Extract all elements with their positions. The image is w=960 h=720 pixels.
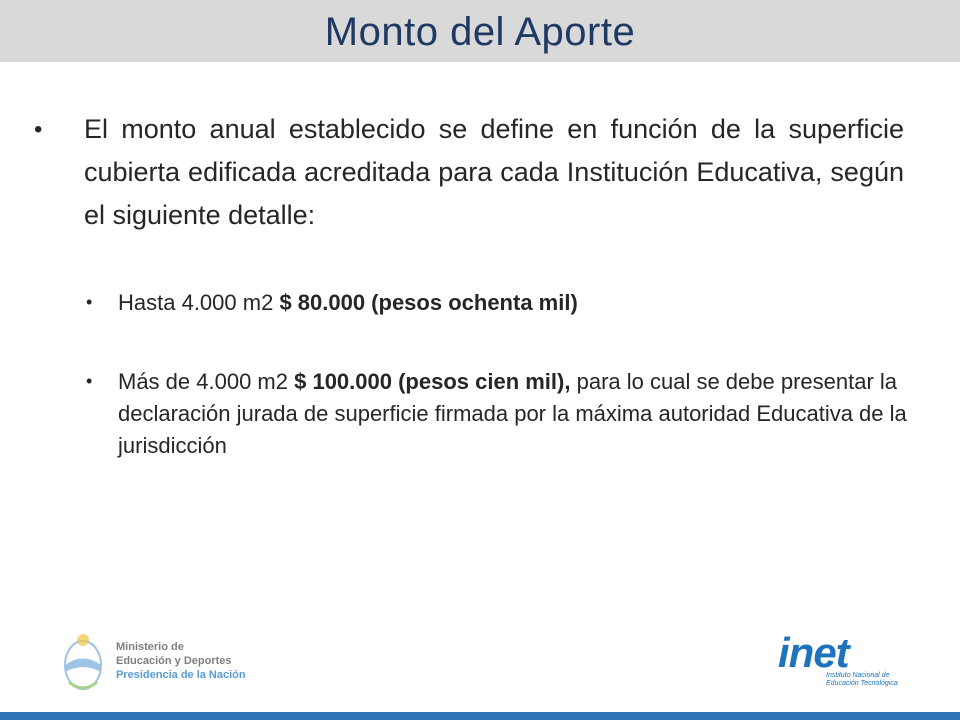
bullet-marker: • [86,292,93,312]
ministry-line-2: Educación y Deportes [116,655,232,667]
bullet-marker: • [86,371,93,391]
sub-bullet-text [118,287,936,319]
argentina-shield-icon [60,632,106,694]
main-bullet-text: El monto anual establecido se define en función de la superficie cubierta edificada acreditada para cada Institución Educativa, según el siguiente detalle: [84,114,904,230]
sub-bullet-amount: $ 100.000 (pesos cien mil), [294,369,571,394]
inet-subtitle-line-2: Educación Tecnológica [826,680,898,687]
bottom-accent-bar [0,712,960,720]
sub-bullet-prefix: Más de 4.000 m2 [118,369,295,394]
ministry-line-3: Presidencia de la Nación [116,669,246,681]
sub-bullet-text [118,366,936,462]
sub-bullet-amount: $ 80.000 (pesos ochenta mil) [279,290,578,315]
ministry-line-1: Ministerio de [116,641,184,653]
inet-logo [778,630,908,694]
ministry-text [116,640,316,682]
inet-wordmark: inet [778,629,849,676]
sub-bullet-suffix: para lo cual se debe presentar la declaración jurada de superficie firmada por la máxima autoridad Educativa de la jurisdicción [118,369,907,458]
inet-subtitle [826,672,916,688]
sub-bullet-prefix: Hasta 4.000 m2 [118,290,280,315]
ministry-logo [60,628,300,698]
bullet-marker: • [34,116,43,143]
slide-title: Monto del Aporte [324,10,636,54]
inet-subtitle-line-1: Instituto Nacional de [826,672,890,679]
